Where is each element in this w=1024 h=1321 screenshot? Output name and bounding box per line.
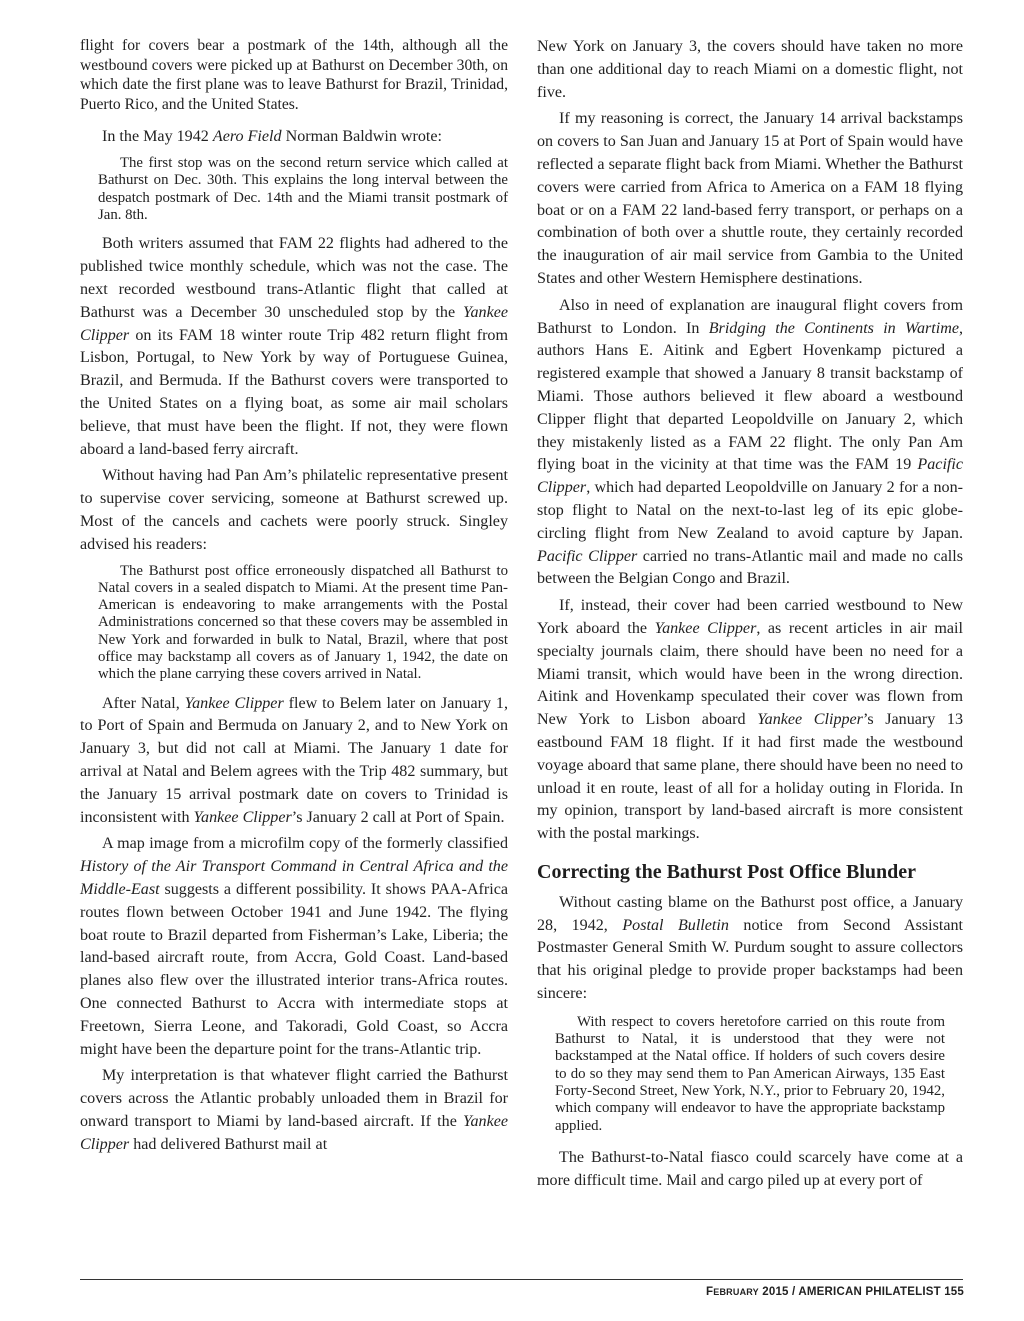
right-column bbox=[537, 36, 963, 1193]
paragraph: Also in need of explanation are inaugural flight covers from Bathurst to London. In Bridging the Continents in Wartime, authors Hans E. Aitink and Egbert Hovenkamp pictured a registered example that showed a January 8 transit backstamp of Miami. Those authors believed it flew aboard a westbound Clipper flight that departed Leopoldville on January 2, which they mistakenly listed as a FAM 22 flight. The only Pan Am flying boat in the vicinity at that time was the FAM 19 Pacific Clipper, which had departed Leopoldville on January 2 for a non-stop flight to Natal on the next-to-last leg of its epic globe-circling flight from New Zealand to avoid capture by Japan. Pacific Clipper carried no trans-Atlantic mail and made no calls between the Belgian Congo and Brazil. bbox=[537, 296, 963, 588]
paragraph: Without casting blame on the Bathurst post office, a January 28, 1942, Postal Bulletin notice from Second Assistant Postmaster General Smith W. Purdum sought to assure collectors that his original pledge to provide proper backstamps had been sincere: bbox=[537, 893, 963, 1003]
paragraph: Both writers assumed that FAM 22 flights had adhered to the published twice monthly schedule, which was not the case. The next recorded westbound trans-Atlantic flight that called at Bathurst was a December 30 unscheduled stop by the Yankee Clipper on its FAM 18 winter route Trip 482 return flight from Lisbon, Portugal, to New York by way of Portuguese Guinea, Brazil, and Bermuda. If the Bathurst covers were transported to the United States on a flying boat, as some air mail scholars believe, that must have been the flight. If not, they were flown aboard a land-based ferry aircraft. bbox=[80, 235, 508, 458]
publication-title: History of the Air Transport Command in Central Africa and the Middle-East bbox=[80, 858, 508, 898]
block-quote: The first stop was on the second return service which called at Bathurst on Dec. 30th. This explains the long interval between the despatch postmark of Dec. 14th and the Miami transit postmark of Jan. 8th. bbox=[98, 155, 508, 224]
paragraph: The Bathurst-to-Natal fiasco could scarcely have come at a more difficult time. Mail and cargo piled up at every port of bbox=[537, 1148, 963, 1189]
publication-title: Postal Bulletin bbox=[622, 916, 729, 934]
paragraph: After Natal, Yankee Clipper flew to Belem later on January 1, to Port of Spain and Bermuda on January 2, and to New York on January 3, but did not call at Miami. The January 1 date for arrival at Natal and Belem agrees with the Trip 482 summary, but the January 15 arrival postmark date on covers to Trinidad is inconsistent with Yankee Clipper’s January 2 call at Port of Spain. bbox=[80, 694, 508, 826]
aircraft-name: Pacific Clipper bbox=[537, 456, 963, 497]
footer-rule bbox=[80, 1279, 963, 1280]
paragraph: A map image from a microfilm copy of the formerly classified History of the Air Transport Command in Central Africa and the Middle-East suggests a different possibility. It shows PAA-Africa routes flown between October 1941 and June 1942. The flying boat route to Brazil departed from Fisherman’s Lake, Liberia; the land-based aircraft route, from Accra, Gold Coast. Land-based planes also flew over the illustrated interior trans-Africa routes. One connected Bathurst to Accra with intermediate stops at Freetown, Sierra Leone, and Takoradi, Gold Coast, so Accra might have been the departure point for the trans-Atlantic trip. bbox=[80, 835, 508, 1058]
aircraft-name: Yankee Clipper bbox=[757, 711, 863, 729]
paragraph: If my reasoning is correct, the January 14 arrival backstamps on covers to San Juan and January 15 at Port of Spain would have reflected a separate flight back from Miami. Whether the Bathurst covers were carried from Africa to America on a FAM 18 flying boat or on a FAM 22 land-based ferry transport, or perhaps on a combination of both over a shuttle route, they certainly recorded the inauguration of air mail service from Gambia to the United States and other Western Hemisphere destinations. bbox=[537, 110, 963, 287]
aircraft-name: Pacific Clipper bbox=[537, 547, 638, 565]
section-heading: Correcting the Bathurst Post Office Blunder bbox=[537, 860, 917, 883]
paragraph: Without having had Pan Am’s philatelic representative present to supervise cover servicing, someone at Bathurst screwed up. Most of the cancels and cachets were poorly struck. Singley advised his readers: bbox=[80, 467, 508, 553]
aircraft-name: Yankee Clipper bbox=[193, 808, 292, 826]
block-quote: With respect to covers heretofore carried on this route from Bathurst to Natal, it is understood that they were not backstamped at the Natal office. If holders of such covers desire to do so they may send them to Pan American Airways, 135 East Forty-Second Street, New York, N.Y., prior to February 20, 1942, which company will endeavor to have the appropriate backstamp applied. bbox=[555, 1013, 945, 1134]
aircraft-name: Yankee Clipper bbox=[80, 1112, 508, 1153]
aircraft-name: Yankee Clipper bbox=[654, 619, 757, 637]
page-footer: FEBRUARY 2015 / AMERICAN PHILATELIST 155 bbox=[706, 1286, 964, 1298]
publication-title: Bridging the Continents in Wartime bbox=[708, 319, 959, 337]
aircraft-name: Yankee Clipper bbox=[184, 694, 284, 712]
aircraft-name: Yankee Clipper bbox=[80, 303, 508, 344]
paragraph: flight for covers bear a postmark of the 14th, although all the westbound covers were picked up at Bathurst on December 30th, on which date the first plane was to leave Bathurst for Brazil, Trinidad, Puerto Rico, and the United States. bbox=[80, 37, 508, 113]
left-column bbox=[80, 36, 508, 1157]
publication-title: Aero Field bbox=[212, 128, 282, 146]
paragraph: If, instead, their cover had been carried westbound to New York aboard the Yankee Clipper, as recent articles in air mail specialty journals claim, there should have been no need for a Miami transit, which would have been in the wrong direction. Aitink and Hovenkamp speculated their cover was flown from New York to Lisbon aboard Yankee Clipper’s January 13 eastbound FAM 18 flight. If it had first made the westbound voyage aboard that same plane, there should have been no need to unload it en route, least of all for a holiday outing in Florida. In my opinion, transport by land-based aircraft is more consistent with the postal markings. bbox=[537, 597, 963, 843]
block-quote: The Bathurst post office erroneously dispatched all Bathurst to Natal covers in a sealed dispatch to Miami. At the present time Pan-American is endeavoring to make arrangements with the Postal Administrations concerned so that these covers may be assembled in New York and forwarded in bulk to Natal, Brazil, where that post office may backstamp all covers as of January 1, 1942, the date on which the plane carrying these covers arrived in Natal. bbox=[98, 562, 508, 683]
paragraph: My interpretation is that whatever flight carried the Bathurst covers across the Atlantic probably unloaded them in Brazil for onward transport to Miami by land-based aircraft. If the Yankee Clipper had delivered Bathurst mail at bbox=[80, 1067, 508, 1153]
paragraph: New York on January 3, the covers should have taken no more than one additional day to reach Miami on a domestic flight, not five. bbox=[537, 38, 963, 101]
paragraph: In the May 1942 Aero Field Norman Baldwin wrote: bbox=[102, 128, 443, 146]
